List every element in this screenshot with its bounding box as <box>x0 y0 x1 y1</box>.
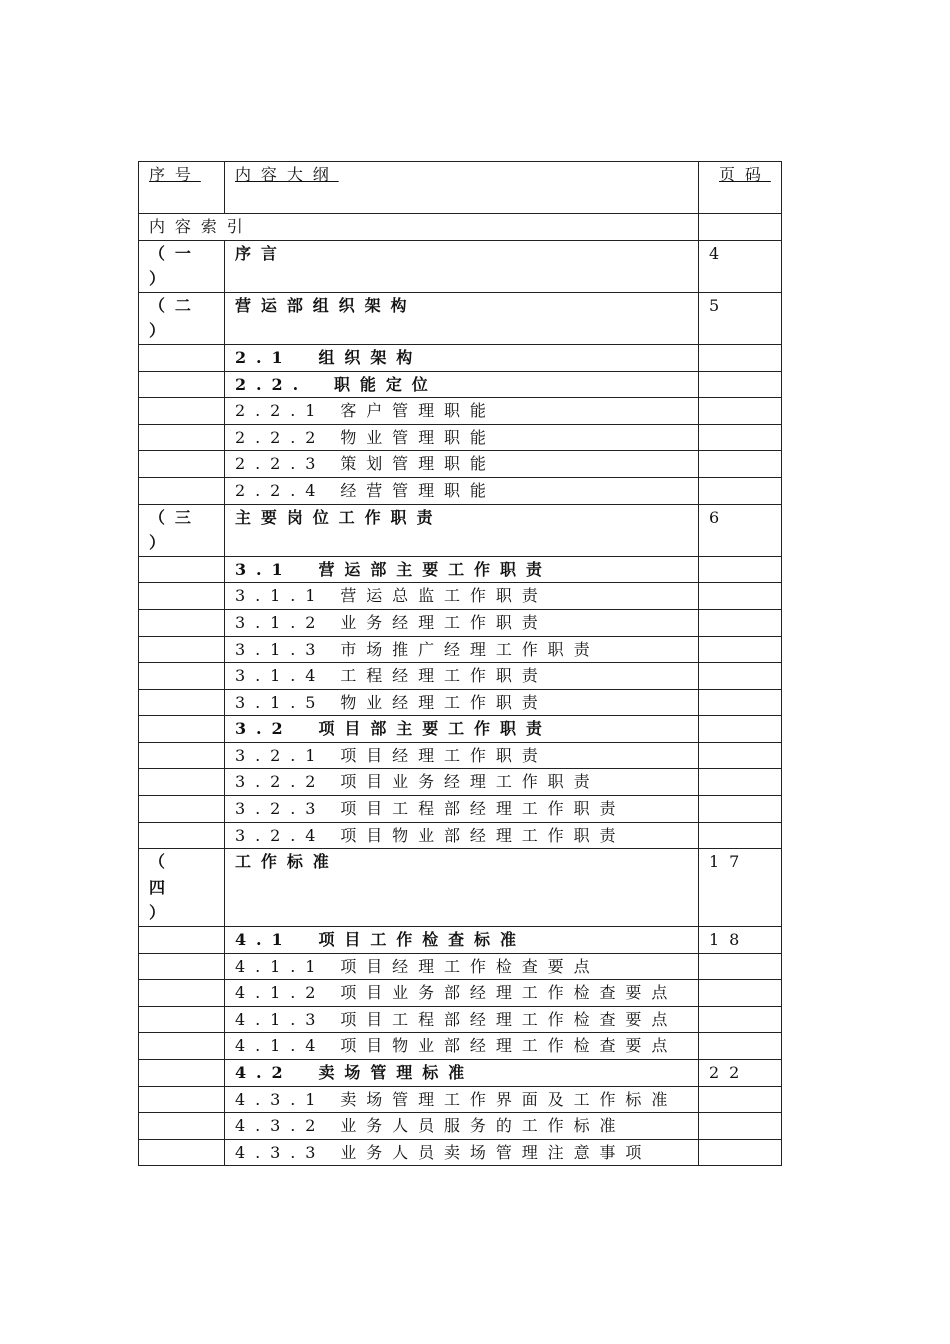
table-row <box>139 344 782 371</box>
header-row <box>139 162 782 214</box>
row-seq <box>139 1033 225 1060</box>
row-page <box>699 371 782 398</box>
row-page: 18 <box>699 927 782 954</box>
header-seq: 序号 <box>139 162 225 214</box>
header-page: 页码 <box>699 162 782 214</box>
row-page: 17 <box>699 849 782 927</box>
row-text: 3.1 营运部主要工作职责 <box>225 556 699 583</box>
row-seq <box>139 398 225 425</box>
row-page <box>699 398 782 425</box>
row-page: 22 <box>699 1060 782 1087</box>
row-seq <box>139 822 225 849</box>
row-page <box>699 663 782 690</box>
row-seq <box>139 556 225 583</box>
row-text: 3.2.4 项目物业部经理工作职责 <box>225 822 699 849</box>
row-seq <box>139 1113 225 1140</box>
table-row <box>139 1006 782 1033</box>
table-row <box>139 240 782 292</box>
table-row <box>139 927 782 954</box>
row-text: 3.1.2 业务经理工作职责 <box>225 609 699 636</box>
row-text: 2.1 组织架构 <box>225 344 699 371</box>
row-page <box>699 477 782 504</box>
table-row <box>139 214 782 241</box>
row-page <box>699 742 782 769</box>
table-row <box>139 849 782 927</box>
row-page <box>699 1113 782 1140</box>
row-text: 营运部组织架构 <box>225 292 699 344</box>
row-seq <box>139 1060 225 1087</box>
row-text: 4.3.1 卖场管理工作界面及工作标准 <box>225 1086 699 1113</box>
table-row <box>139 796 782 823</box>
row-text: 3.1.5 物业经理工作职责 <box>225 689 699 716</box>
row-page <box>699 583 782 610</box>
table-row <box>139 769 782 796</box>
row-page <box>699 796 782 823</box>
row-page <box>699 822 782 849</box>
table-row <box>139 980 782 1007</box>
table-row <box>139 609 782 636</box>
row-seq: （三） <box>139 504 225 556</box>
row-text: 4.1.3 项目工程部经理工作检查要点 <box>225 1006 699 1033</box>
row-page <box>699 716 782 743</box>
row-page <box>699 451 782 478</box>
row-text: 2.2. 职能定位 <box>225 371 699 398</box>
table-row <box>139 716 782 743</box>
row-page: 4 <box>699 240 782 292</box>
row-seq <box>139 953 225 980</box>
table-row <box>139 1113 782 1140</box>
row-text: 序言 <box>225 240 699 292</box>
table-row <box>139 953 782 980</box>
row-text: 4.1.1 项目经理工作检查要点 <box>225 953 699 980</box>
row-text: 3.2.3 项目工程部经理工作职责 <box>225 796 699 823</box>
table-row <box>139 583 782 610</box>
table-row <box>139 663 782 690</box>
row-seq <box>139 796 225 823</box>
table-row <box>139 822 782 849</box>
row-page <box>699 636 782 663</box>
row-seq <box>139 742 225 769</box>
row-seq <box>139 636 225 663</box>
row-page: 6 <box>699 504 782 556</box>
table-row <box>139 1033 782 1060</box>
row-text: 4.1.4 项目物业部经理工作检查要点 <box>225 1033 699 1060</box>
table-row <box>139 556 782 583</box>
row-text: 2.2.1 客户管理职能 <box>225 398 699 425</box>
row-seq <box>139 716 225 743</box>
row-seq <box>139 769 225 796</box>
table-row <box>139 504 782 556</box>
row-seq <box>139 344 225 371</box>
table-row <box>139 1139 782 1166</box>
table-row <box>139 636 782 663</box>
row-seq <box>139 980 225 1007</box>
row-page <box>699 1033 782 1060</box>
contents-table <box>138 161 782 1166</box>
row-text: 4.1.2 项目业务部经理工作检查要点 <box>225 980 699 1007</box>
table-row <box>139 742 782 769</box>
row-page <box>699 344 782 371</box>
row-page <box>699 1139 782 1166</box>
row-page <box>699 953 782 980</box>
row-seq <box>139 1086 225 1113</box>
row-seq: （ 四 ） <box>139 849 225 927</box>
table-row <box>139 477 782 504</box>
row-page: 5 <box>699 292 782 344</box>
row-seq: 内容索引 <box>139 214 699 241</box>
row-seq <box>139 927 225 954</box>
row-text: 工作标准 <box>225 849 699 927</box>
table-row <box>139 371 782 398</box>
row-text: 4.3.3 业务人员卖场管理注意事项 <box>225 1139 699 1166</box>
row-seq <box>139 371 225 398</box>
row-seq: （一） <box>139 240 225 292</box>
row-seq: （二） <box>139 292 225 344</box>
row-page <box>699 1086 782 1113</box>
row-seq <box>139 424 225 451</box>
table-row <box>139 1086 782 1113</box>
row-text: 2.2.4 经营管理职能 <box>225 477 699 504</box>
row-seq <box>139 689 225 716</box>
row-text: 3.1.3 市场推广经理工作职责 <box>225 636 699 663</box>
table-row <box>139 689 782 716</box>
row-page <box>699 214 782 241</box>
row-text: 2.2.3 策划管理职能 <box>225 451 699 478</box>
row-page <box>699 689 782 716</box>
header-outline: 内容大纲 <box>225 162 699 214</box>
table-row <box>139 292 782 344</box>
row-text: 3.2.2 项目业务经理工作职责 <box>225 769 699 796</box>
row-text: 4.3.2 业务人员服务的工作标准 <box>225 1113 699 1140</box>
row-seq <box>139 609 225 636</box>
row-page <box>699 424 782 451</box>
row-text: 3.2 项目部主要工作职责 <box>225 716 699 743</box>
row-seq <box>139 583 225 610</box>
row-seq <box>139 477 225 504</box>
row-page <box>699 609 782 636</box>
row-page <box>699 1006 782 1033</box>
row-seq <box>139 1006 225 1033</box>
row-page <box>699 980 782 1007</box>
row-text: 3.1.1 营运总监工作职责 <box>225 583 699 610</box>
row-page <box>699 769 782 796</box>
row-seq <box>139 663 225 690</box>
row-text: 4.1 项目工作检查标准 <box>225 927 699 954</box>
row-text: 4.2 卖场管理标准 <box>225 1060 699 1087</box>
table-row <box>139 1060 782 1087</box>
row-seq <box>139 451 225 478</box>
table-row <box>139 424 782 451</box>
row-seq <box>139 1139 225 1166</box>
table-row <box>139 398 782 425</box>
row-text: 3.2.1 项目经理工作职责 <box>225 742 699 769</box>
row-text: 3.1.4 工程经理工作职责 <box>225 663 699 690</box>
row-page <box>699 556 782 583</box>
row-text: 主要岗位工作职责 <box>225 504 699 556</box>
table-row <box>139 451 782 478</box>
row-text: 2.2.2 物业管理职能 <box>225 424 699 451</box>
